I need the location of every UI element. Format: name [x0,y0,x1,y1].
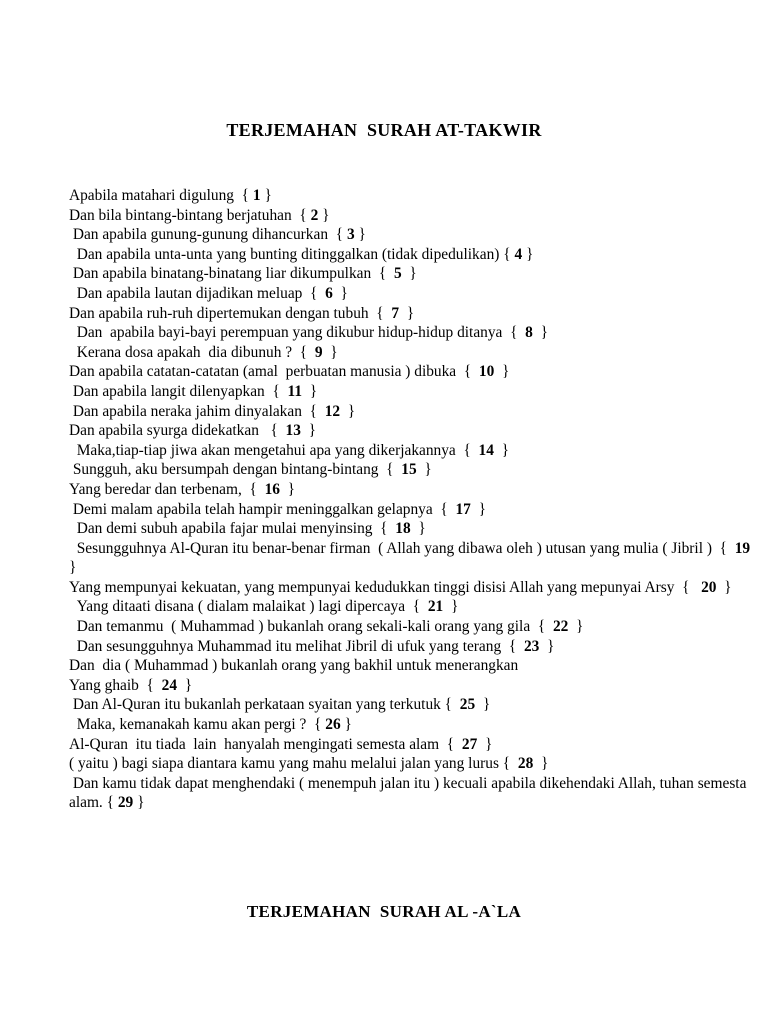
verse-close-brace: } [279,480,296,498]
verse-close-brace: } [340,716,352,734]
verse-list [69,186,759,813]
verse-close-brace: } [475,696,491,714]
verse-close-brace: } [539,637,555,655]
verse-number: 16 [264,480,280,498]
verse-text: Dan apabila syurga didekatkan { [69,422,286,440]
verse-line [69,754,759,774]
verse-number: 29 [117,794,134,812]
verse-line [69,264,759,284]
verse-close-brace: } [716,578,732,596]
verse-number: 8 [525,324,533,342]
verse-number: 10 [478,363,495,381]
verse-line [69,382,759,402]
verse-line [69,480,759,500]
verse-close-brace: } [410,520,426,538]
verse-number: 14 [478,441,494,459]
verse-text: Dan apabila catatan-catatan (amal perbuatan manusia ) dibuka { [69,363,479,381]
verse-number: 28 [517,755,534,773]
verse-line [69,284,759,304]
verse-close-brace: } [354,226,366,244]
verse-number: 1 [252,187,261,204]
verse-close-brace: } [568,618,584,636]
verse-line [69,519,759,539]
verse-close-brace: } [300,422,317,440]
next-section-title: TERJEMAHAN SURAH AL -A`LA [246,902,522,921]
verse-text: Dan apabila binatang-binatang liar dikumpulkan { [69,265,394,283]
verse-close-brace: } [133,794,145,812]
verse-close-brace: } [470,500,486,518]
verse-text: Maka,tiap-tiap jiwa akan mengetahui apa yang dikerjakannya { [69,441,479,459]
verse-close-brace: } [340,402,356,420]
verse-text: Kerana dosa apakah dia dibunuh ? { [69,343,315,361]
verse-close-brace: } [260,187,272,204]
verse-close-brace: } [399,304,415,322]
verse-line [69,597,759,617]
verse-line [69,206,759,226]
verse-text: Yang ditaati disana ( dialam malaikat ) lagi dipercaya { [69,598,428,616]
verse-number: 11 [287,382,303,400]
verse-line [69,774,759,813]
verse-text: Apabila matahari digulung { [69,187,253,204]
verse-close-brace: } [302,382,318,400]
verse-text: Yang beredar dan terbenam, { [69,480,265,498]
verse-line [69,656,759,695]
verse-line [69,421,759,441]
verse-line [69,402,759,422]
verse-number: 5 [393,265,402,283]
verse-close-brace: } [493,441,510,459]
verse-number: 23 [523,637,540,655]
verse-number: 20 [701,578,717,596]
verse-line [69,695,759,715]
verse-number: 6 [325,284,333,302]
verse-line [69,735,759,755]
verse-text: Dan apabila lautan dijadikan meluap { [69,284,326,302]
verse-number: 19 [734,539,751,557]
verse-line [69,441,759,461]
verse-number: 22 [552,618,569,636]
verse-number: 2 [310,206,319,224]
verse-line [69,343,759,363]
verse-text: Sesungguhnya Al-Quran itu benar-benar firman ( Allah yang dibawa oleh ) utusan yang mulia ( Jibril ) { [69,539,735,557]
verse-number: 7 [391,304,400,322]
verse-close-brace: } [477,735,493,753]
verse-line [69,362,759,382]
verse-text: Dan dia ( Muhammad ) bukanlah orang yang bakhil untuk menerangkan Yang ghaib { [69,657,519,694]
verse-number: 21 [427,598,444,616]
verse-number: 12 [324,402,341,420]
verse-text: Dan apabila gunung-gunung dihancurkan { [69,226,347,244]
verse-text: Dan apabila bayi-bayi perempuan yang dikubur hidup-hidup ditanya { [69,324,526,342]
verse-line [69,304,759,324]
verse-close-brace: } [522,245,534,263]
verse-text: Yang mempunyai kekuatan, yang mempunyai kedudukkan tinggi disisi Allah yang mepunyai Arsy { [69,578,702,596]
verse-number: 15 [401,461,417,479]
verse-line [69,578,759,598]
verse-line [69,245,759,265]
verse-number: 18 [395,520,411,538]
verse-text: Demi malam apabila telah hampir meninggalkan gelapnya { [69,500,456,518]
verse-line [69,323,759,343]
verse-line [69,637,759,657]
verse-text: Dan sesungguhnya Muhammad itu melihat Jibril di ufuk yang terang { [69,637,524,655]
verse-text: Dan temanmu ( Muhammad ) bukanlah orang sekali-kali orang yang gila { [69,618,553,636]
verse-text: Dan apabila neraka jahim dinyalakan { [69,402,325,420]
verse-number: 25 [459,696,476,714]
page-title: TERJEMAHAN SURAH AT-TAKWIR [226,120,542,140]
verse-close-brace: } [332,284,348,302]
verse-line [69,617,759,637]
verse-close-brace: } [416,461,432,479]
verse-line [69,225,759,245]
verse-close-brace: } [318,206,330,224]
verse-close-brace: } [494,363,510,381]
verse-line [69,186,759,206]
verse-close-brace: } [69,539,758,577]
verse-text: Dan apabila langit dilenyapkan { [69,382,288,400]
verse-text: Dan apabila unta-unta yang bunting ditinggalkan (tidak dipedulikan) { [69,245,515,263]
verse-text: ( yaitu ) bagi siapa diantara kamu yang mahu melalui jalan yang lurus { [69,755,518,773]
verse-close-brace: } [322,343,338,361]
verse-text: Sungguh, aku bersumpah dengan bintang-bintang { [69,461,402,479]
verse-line [69,539,759,578]
verse-line [69,715,759,735]
verse-line [69,500,759,520]
verse-number: 27 [461,735,478,753]
verse-text: Dan Al-Quran itu bukanlah perkataan syaitan yang terkutuk { [69,696,460,714]
verse-close-brace: } [177,676,193,694]
verse-number: 4 [514,245,523,263]
verse-text: Dan bila bintang-bintang berjatuhan { [69,206,311,224]
verse-close-brace: } [443,598,459,616]
verse-close-brace: } [532,324,548,342]
verse-number: 24 [161,676,178,694]
verse-text: Dan apabila ruh-ruh dipertemukan dengan tubuh { [69,304,392,322]
verse-number: 13 [285,422,301,440]
verse-close-brace: } [533,755,549,773]
verse-text: Al-Quran itu tiada lain hanyalah mengingati semesta alam { [69,735,462,753]
verse-close-brace: } [401,265,417,283]
verse-number: 17 [455,500,471,518]
verse-number: 9 [314,343,323,361]
verse-number: 3 [346,226,355,244]
verse-line [69,460,759,480]
verse-text: Dan kamu tidak dapat menghendaki ( menempuh jalan itu ) kecuali apabila dikehendaki Allah, tuhan semesta alam. { [69,774,751,812]
verse-text: Maka, kemanakah kamu akan pergi ? { [69,716,326,734]
verse-number: 26 [325,716,341,734]
verse-text: Dan demi subuh apabila fajar mulai menyinsing { [69,520,396,538]
